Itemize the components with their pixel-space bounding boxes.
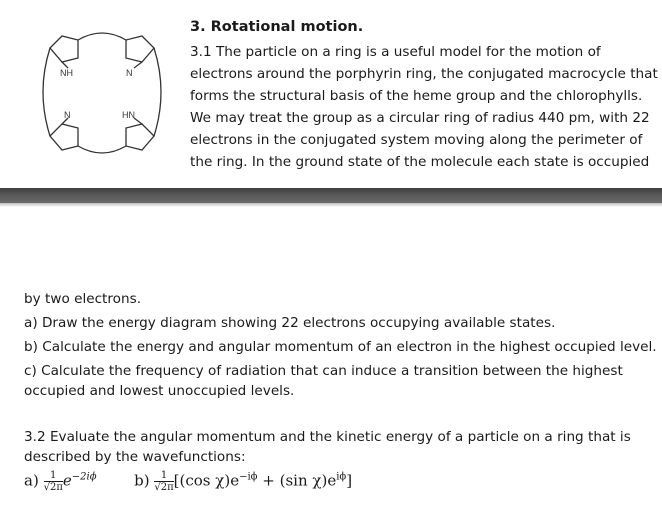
paragraph-3-1	[190, 41, 658, 173]
paragraph-line: electrons in the conjugated system moving along the perimeter of	[190, 132, 643, 148]
top-section	[0, 0, 662, 188]
formula-b-body-2: + (sin χ)e	[257, 471, 337, 490]
pyrrole-ring-top-left	[50, 36, 78, 62]
continuation-text: by two electrons.	[24, 291, 142, 307]
wavefunction-formulas	[24, 470, 424, 510]
paragraph-line: the ring. In the ground state of the molecule each state is occupied	[190, 154, 650, 170]
bottom-section	[24, 289, 657, 467]
fraction-a-denominator: √2π	[43, 482, 63, 493]
meso-bridge-bottom	[78, 146, 126, 153]
question-c-line-2: occupied and lowest unoccupied levels.	[24, 383, 295, 399]
pyrrole-ring-top-right	[126, 36, 154, 62]
divider-shadow	[0, 203, 662, 207]
n-label-bottom: N	[64, 110, 71, 120]
formula-a-exponent: −2iϕ	[71, 471, 97, 483]
fraction-a-numerator: 1	[44, 470, 63, 482]
meso-bridge-top	[78, 33, 126, 40]
section-title: 3. Rotational motion.	[190, 19, 364, 35]
formula-b-body-1: [(cos χ)e	[173, 471, 240, 490]
hn-label-bottom: HN	[122, 110, 135, 120]
paragraph-line: forms the structural basis of the heme group and the chlorophylls.	[190, 88, 643, 104]
formula-b-label: b)	[134, 471, 150, 490]
pyrrole-ring-bottom-right	[126, 124, 154, 150]
paragraph-line: 3.1 The particle on a ring is a useful model for the motion of	[190, 44, 601, 60]
fraction-b-denominator: √2π	[154, 482, 174, 493]
paragraph-line: We may treat the group as a circular ring of radius 440 pm, with 22	[190, 110, 650, 126]
pyrrole-ring-bottom-left	[50, 124, 78, 150]
question-b: b) Calculate the energy and angular momentum of an electron in the highest occupied level.	[24, 339, 657, 355]
formula-b-exponent-1: −iϕ	[239, 471, 258, 483]
fraction-b-numerator: 1	[154, 470, 173, 482]
fraction-a	[44, 470, 63, 493]
nh-label-top: NH	[60, 68, 73, 78]
meso-bridge-right	[154, 48, 161, 136]
formula-b-close: ]	[346, 471, 353, 490]
formula-a-body: e	[62, 471, 72, 490]
question-a: a) Draw the energy diagram showing 22 electrons occupying available states.	[24, 315, 556, 331]
fraction-b	[154, 470, 173, 493]
porphyrin-structure-icon	[22, 18, 182, 168]
paragraph-3-2-line-2: described by the wavefunctions:	[24, 449, 246, 465]
paragraph-3-2-line-1: 3.2 Evaluate the angular momentum and the kinetic energy of a particle on a ring that is	[24, 429, 631, 445]
meso-bridge-left	[43, 48, 50, 136]
page-break-divider	[0, 188, 662, 203]
formula-a-label: a)	[24, 471, 39, 490]
question-c-line-1: c) Calculate the frequency of radiation that can induce a transition between the highest	[24, 363, 623, 379]
n-label-top: N	[126, 68, 133, 78]
paragraph-line: electrons around the porphyrin ring, the conjugated macrocycle that	[190, 66, 658, 82]
formula-b-exponent-2: iϕ	[336, 471, 347, 483]
